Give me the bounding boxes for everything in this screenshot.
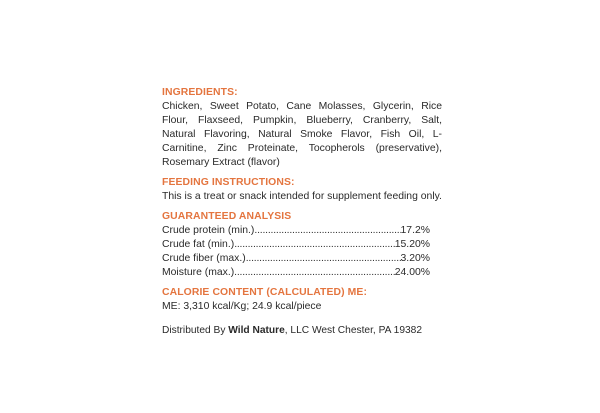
dot-leader xyxy=(254,224,400,238)
analysis-row-label: Moisture (max.) xyxy=(162,267,235,278)
ingredients-heading: INGREDIENTS: xyxy=(162,87,238,98)
dot-leader xyxy=(234,238,395,252)
ingredients-text: Chicken, Sweet Potato, Cane Molasses, Glycerin, Rice Flour, Flaxseed, Pumpkin, Blueberry, Cranberry, Salt, Natural Flavoring, Natural Smoke Flavor, Fish Oil, L-Carnitine, Zinc Proteinate, Tocopherols (preservative), Rosemary Extract (flavor) xyxy=(162,101,442,168)
analysis-row-label: Crude fiber (max.) xyxy=(162,253,246,264)
nutrition-label xyxy=(162,86,442,338)
distributor-suffix: , LLC West Chester, PA 19382 xyxy=(284,325,422,336)
dot-leader xyxy=(246,252,401,266)
calorie-heading: CALORIE CONTENT (CALCULATED) ME: xyxy=(162,287,368,298)
analysis-section xyxy=(162,210,442,280)
feeding-heading: FEEDING INSTRUCTIONS: xyxy=(162,177,295,188)
calorie-text: ME: 3,310 kcal/Kg; 24.9 kcal/piece xyxy=(162,301,322,312)
analysis-row-value: 3.20% xyxy=(400,253,430,264)
analysis-row xyxy=(162,252,430,266)
analysis-row-label: Crude fat (min.) xyxy=(162,239,235,250)
distributor-brand: Wild Nature xyxy=(228,325,285,336)
analysis-row-value: 24.00% xyxy=(394,267,430,278)
analysis-row-label: Crude protein (min.) xyxy=(162,225,255,236)
analysis-row xyxy=(162,238,430,252)
feeding-section xyxy=(162,176,442,204)
distributor-prefix: Distributed By xyxy=(162,325,229,336)
dot-leader xyxy=(234,266,395,280)
distributor-line xyxy=(162,324,442,338)
analysis-row-value: 15.20% xyxy=(394,239,430,250)
analysis-row xyxy=(162,266,430,280)
ingredients-section xyxy=(162,86,442,170)
analysis-row xyxy=(162,224,430,238)
calorie-section xyxy=(162,286,442,314)
analysis-heading: GUARANTEED ANALYSIS xyxy=(162,211,292,222)
analysis-table xyxy=(162,224,430,280)
analysis-row-value: 17.2% xyxy=(400,225,430,236)
feeding-text: This is a treat or snack intended for supplement feeding only. xyxy=(162,191,442,202)
